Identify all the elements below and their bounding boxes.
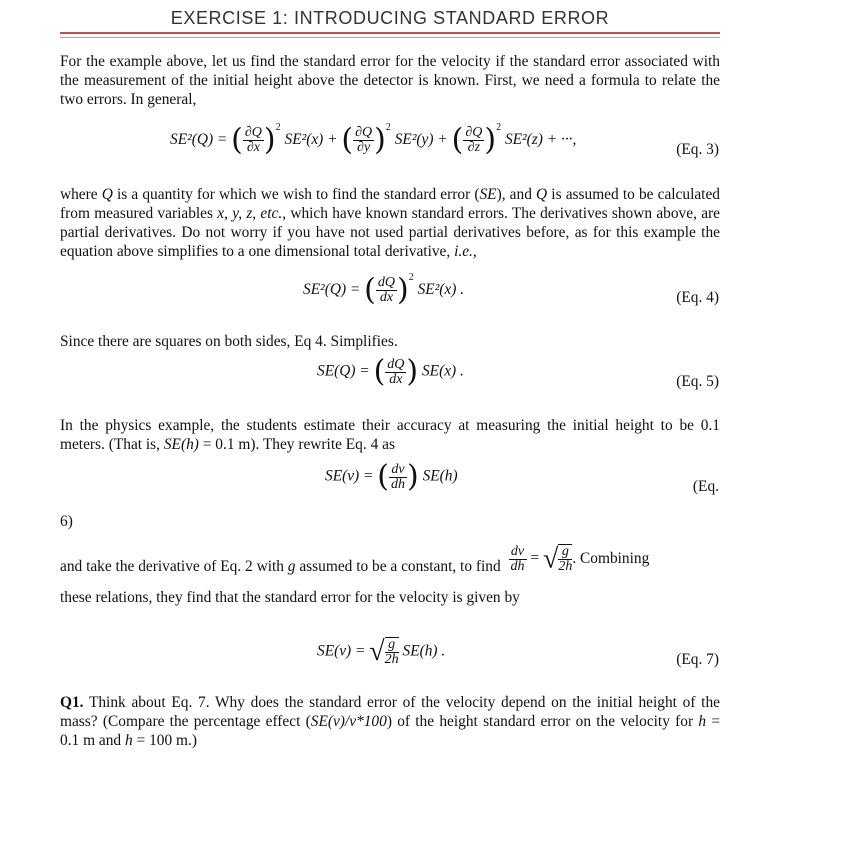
eq5-lhs: SE(Q) = [317, 362, 370, 380]
title-underline [60, 32, 720, 34]
eq5-den: dx [389, 371, 403, 387]
sqrt-g-over-2h: √ $\frac{g}{2h}$ [542, 543, 573, 575]
eq6-rhs: SE(h) [422, 467, 458, 485]
eq6-den: dh [391, 476, 405, 492]
dv-num: dv [509, 545, 527, 560]
page-title: EXERCISE 1: INTRODUCING STANDARD ERROR [170, 8, 610, 28]
eq6-label-wrap: 6) [60, 513, 73, 530]
eq5-label: (Eq. 5) [676, 373, 719, 390]
eq3-partial-den-x: ∂x [246, 139, 260, 155]
eq7-lhs: SE(v) = [317, 642, 366, 660]
equation-5: SE(Q) = ( $\frac{dQ}{dx}$ ) SE(x) . [317, 354, 464, 389]
eq3-partial-num-3: ∂Q [465, 124, 483, 140]
eq4-label: (Eq. 4) [676, 289, 719, 306]
eq3-partial-num-1: ∂Q [244, 124, 262, 140]
equation-6: SE(v) = ( $\frac{dv}{dh}$ ) SE(h) [325, 459, 458, 494]
eq3-lhs: SE²(Q) = [170, 131, 228, 148]
eq4-den: dx [379, 289, 394, 305]
intro-paragraph: For the example above, let us find the standard error for the velocity if the standard error associated with the measurement of the initial height above the detector is known. First, we need a formula to relate the two errors. In general, [60, 53, 720, 108]
eq6-num: dv [389, 463, 407, 478]
physics-paragraph: In the physics example, the students estimate their accuracy at measuring the initial height to be 0.1 meters. (That is, SE(h) = 0.1 m). They rewrite Eq. 4 as [60, 417, 720, 453]
eq4-lhs: SE²(Q) = [303, 281, 361, 298]
eq7-label: (Eq. 7) [676, 651, 719, 668]
eq3-label: (Eq. 3) [676, 141, 719, 158]
title-underline-thin [60, 37, 720, 38]
eq3-partial-den-z: ∂z [467, 139, 481, 155]
equation-7: SE(v) = √ $\frac{g}{2h}$ SE(h) . [317, 636, 446, 667]
eq3-partial-den-y: ∂y [357, 139, 371, 155]
eq5-num: dQ [387, 356, 405, 372]
dh-den: dh [510, 558, 525, 574]
eq4-rhs: SE²(x) . [417, 281, 465, 298]
eq6-lhs: SE(v) = [325, 467, 374, 485]
combining-paragraph: these relations, they find that the standard error for the velocity is given by [60, 589, 520, 606]
eq3-term-x: SE²(x) + [284, 131, 338, 148]
eq3-partial-num-2: ∂Q [355, 124, 373, 140]
eq7-rhs: SE(h) . [402, 642, 446, 660]
eq4-num: dQ [377, 274, 396, 290]
equation-4: SE²(Q) = ( $\frac{dQ}{dx}$ )$^2$ SE²(x) . [303, 272, 465, 308]
eq3-term-z: SE²(z) + ···, [504, 131, 577, 148]
eq6-label: (Eq. [692, 478, 719, 495]
derivative-paragraph: and take the derivative of Eq. 2 with g assumed to be a constant, to find $\frac{dv}{dh}$ = √ $\frac{g}{2h}$ . Combining [60, 543, 650, 575]
eq3-term-y: SE²(y) + [394, 131, 448, 148]
equation-3: SE²(Q) = ( $\frac{\partial Q}{\partial x}$ )$^2$ SE²(x) + ( $\frac{\partial Q}{\partial y}$ )$^2$ SE²(y) + ( $\frac{\partial Q}{\partial z}$ )$^2$ SE²(z) + ···, [170, 122, 577, 158]
definition-paragraph: where Q is a quantity for which we wish to find the standard error (SE), and Q is assumed to be calculated from measured variables x, y, z, etc., which have known standard errors. The derivatives shown above, are partial derivatives. Do not worry if you have not used partial derivatives before, as for this example the equation above simplifies to a one dimensional total derivative, i.e., [60, 186, 720, 260]
question-1: Q1. Think about Eq. 7. Why does the standard error of the velocity depend on the initial height of the mass? (Compare the percentage effect (SE(v)/v*100) of the height standard error on the velocity for h = 0.1 m and h = 100 m.) [60, 694, 721, 749]
eq5-rhs: SE(x) . [421, 362, 464, 380]
simplify-paragraph: Since there are squares on both sides, Eq 4. Simplifies. [60, 333, 398, 350]
